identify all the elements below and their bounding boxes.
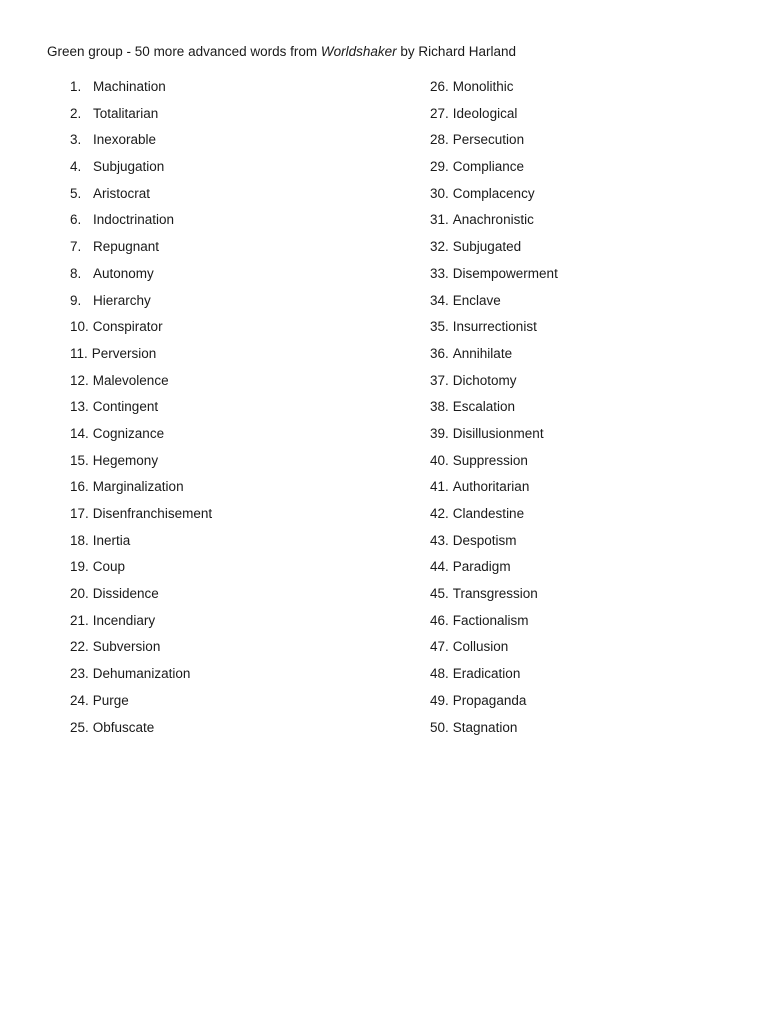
item-word: Incendiary xyxy=(92,612,156,628)
item-number: 45. xyxy=(430,586,449,602)
item-number: 37. xyxy=(430,372,449,388)
item-number: 30. xyxy=(430,185,449,201)
list-item xyxy=(430,344,558,371)
item-number: 29. xyxy=(430,159,449,175)
item-word: Anachronistic xyxy=(452,212,534,228)
item-word: Transgression xyxy=(452,586,538,602)
list-item xyxy=(70,237,212,264)
list-item xyxy=(70,531,212,558)
list-item xyxy=(430,130,558,157)
list-item xyxy=(70,264,212,291)
list-item xyxy=(430,317,558,344)
item-number: 15. xyxy=(70,452,89,468)
item-word: Hierarchy xyxy=(93,292,151,308)
item-number: 44. xyxy=(430,559,449,575)
item-word: Contingent xyxy=(92,399,159,415)
list-item xyxy=(430,584,558,611)
list-item xyxy=(430,157,558,184)
item-word: Propaganda xyxy=(452,692,527,708)
list-item xyxy=(430,691,558,718)
item-number: 24. xyxy=(70,692,89,708)
item-word: Repugnant xyxy=(93,239,160,255)
item-word: Compliance xyxy=(452,159,525,175)
list-item xyxy=(70,611,212,638)
item-number: 48. xyxy=(430,666,449,682)
item-word: Machination xyxy=(93,79,166,94)
list-item xyxy=(70,637,212,664)
list-item xyxy=(430,451,558,478)
list-item xyxy=(70,424,212,451)
list-item xyxy=(70,691,212,718)
list-item xyxy=(70,371,212,398)
list-item xyxy=(70,210,212,237)
item-number: 27. xyxy=(430,105,449,121)
list-item xyxy=(430,184,558,211)
item-word: Obfuscate xyxy=(92,719,155,735)
list-item xyxy=(70,130,212,157)
list-item xyxy=(70,584,212,611)
item-word: Collusion xyxy=(452,639,509,655)
list-item xyxy=(430,477,558,504)
item-number: 43. xyxy=(430,532,449,548)
item-number: 47. xyxy=(430,639,449,655)
item-number: 31. xyxy=(430,212,449,228)
item-word: Coup xyxy=(92,559,126,575)
item-word: Inexorable xyxy=(93,132,157,148)
item-word: Conspirator xyxy=(92,319,163,335)
item-word: Annihilate xyxy=(452,345,513,361)
list-item xyxy=(430,424,558,451)
item-word: Factionalism xyxy=(452,612,529,628)
item-number: 50. xyxy=(430,719,449,735)
item-number: 33. xyxy=(430,265,449,281)
list-item xyxy=(70,718,212,745)
list-item xyxy=(430,264,558,291)
item-number: 3. xyxy=(70,132,82,148)
item-word: Marginalization xyxy=(92,479,184,495)
item-number: 49. xyxy=(430,692,449,708)
item-word: Disempowerment xyxy=(452,265,558,281)
item-number: 4. xyxy=(70,159,82,175)
item-number: 10. xyxy=(70,319,89,335)
item-number: 8. xyxy=(70,265,82,281)
list-item xyxy=(70,184,212,211)
title-prefix: Green group - 50 more advanced words from xyxy=(47,44,321,59)
item-word: Malevolence xyxy=(92,372,169,388)
list-item xyxy=(70,397,212,424)
item-number: 36. xyxy=(430,345,449,361)
item-number: 32. xyxy=(430,239,449,255)
word-list-right xyxy=(430,77,558,744)
page-title xyxy=(47,43,516,61)
item-number: 11. xyxy=(70,345,88,361)
item-number: 12. xyxy=(70,372,89,388)
item-word: Subjugated xyxy=(452,239,522,255)
item-word: Totalitarian xyxy=(93,105,159,121)
list-item xyxy=(70,557,212,584)
list-item xyxy=(430,611,558,638)
list-item xyxy=(430,237,558,264)
item-number: 21. xyxy=(70,612,89,628)
item-word: Eradication xyxy=(452,666,521,682)
item-word: Escalation xyxy=(452,399,516,415)
item-word: Monolithic xyxy=(452,79,514,94)
item-word: Clandestine xyxy=(452,506,525,521)
list-item xyxy=(430,557,558,584)
list-item xyxy=(70,157,212,184)
item-word: Persecution xyxy=(452,132,525,148)
item-number: 25. xyxy=(70,719,89,735)
item-number: 16. xyxy=(70,479,89,495)
item-number: 34. xyxy=(430,292,449,308)
item-word: Stagnation xyxy=(452,719,518,735)
item-number: 38. xyxy=(430,399,449,415)
item-number: 6. xyxy=(70,212,82,228)
list-item xyxy=(430,77,558,104)
word-list-left xyxy=(70,77,212,744)
title-suffix: by Richard Harland xyxy=(396,44,516,59)
item-number: 9. xyxy=(70,292,82,308)
item-word: Dichotomy xyxy=(452,372,517,388)
list-item xyxy=(70,477,212,504)
item-number: 39. xyxy=(430,425,449,441)
item-number: 35. xyxy=(430,319,449,335)
item-word: Suppression xyxy=(452,452,528,468)
item-number: 13. xyxy=(70,399,89,415)
item-word: Cognizance xyxy=(92,425,165,441)
item-number: 26. xyxy=(430,79,449,94)
item-number: 5. xyxy=(70,185,82,201)
item-word: Ideological xyxy=(452,105,518,121)
item-number: 46. xyxy=(430,612,449,628)
list-item xyxy=(70,317,212,344)
item-word: Insurrectionist xyxy=(452,319,537,335)
item-word: Paradigm xyxy=(452,559,511,575)
list-item xyxy=(70,344,212,371)
list-item xyxy=(70,451,212,478)
item-number: 28. xyxy=(430,132,449,148)
item-number: 41. xyxy=(430,479,449,495)
item-word: Despotism xyxy=(452,532,517,548)
item-word: Indoctrination xyxy=(93,212,175,228)
item-word: Perversion xyxy=(91,345,157,361)
list-item xyxy=(430,397,558,424)
list-item xyxy=(70,104,212,131)
item-word: Purge xyxy=(92,692,129,708)
list-item xyxy=(70,77,212,104)
list-item xyxy=(430,104,558,131)
item-number: 40. xyxy=(430,452,449,468)
item-number: 20. xyxy=(70,586,89,602)
item-word: Disenfranchisement xyxy=(92,506,213,521)
item-number: 1. xyxy=(70,79,82,94)
item-word: Subversion xyxy=(92,639,161,655)
list-item xyxy=(430,371,558,398)
item-number: 18. xyxy=(70,532,89,548)
item-number: 23. xyxy=(70,666,89,682)
list-item xyxy=(430,531,558,558)
list-item xyxy=(430,291,558,318)
list-item xyxy=(70,504,212,531)
list-item xyxy=(430,210,558,237)
item-word: Hegemony xyxy=(92,452,159,468)
item-word: Autonomy xyxy=(93,265,154,281)
item-word: Disillusionment xyxy=(452,425,544,441)
item-number: 2. xyxy=(70,105,82,121)
item-word: Inertia xyxy=(92,532,131,548)
list-item xyxy=(70,291,212,318)
list-item xyxy=(430,718,558,745)
item-number: 22. xyxy=(70,639,89,655)
item-word: Dissidence xyxy=(92,586,159,602)
item-word: Enclave xyxy=(452,292,501,308)
item-word: Subjugation xyxy=(93,159,165,175)
list-item xyxy=(70,664,212,691)
item-number: 14. xyxy=(70,425,89,441)
item-word: Aristocrat xyxy=(93,185,151,201)
item-number: 42. xyxy=(430,506,449,521)
item-number: 17. xyxy=(70,506,89,521)
list-item xyxy=(430,504,558,531)
item-number: 7. xyxy=(70,239,82,255)
item-word: Complacency xyxy=(452,185,535,201)
item-word: Authoritarian xyxy=(452,479,530,495)
item-word: Dehumanization xyxy=(92,666,191,682)
list-item xyxy=(430,664,558,691)
title-book: Worldshaker xyxy=(320,44,397,59)
list-item xyxy=(430,637,558,664)
item-number: 19. xyxy=(70,559,89,575)
